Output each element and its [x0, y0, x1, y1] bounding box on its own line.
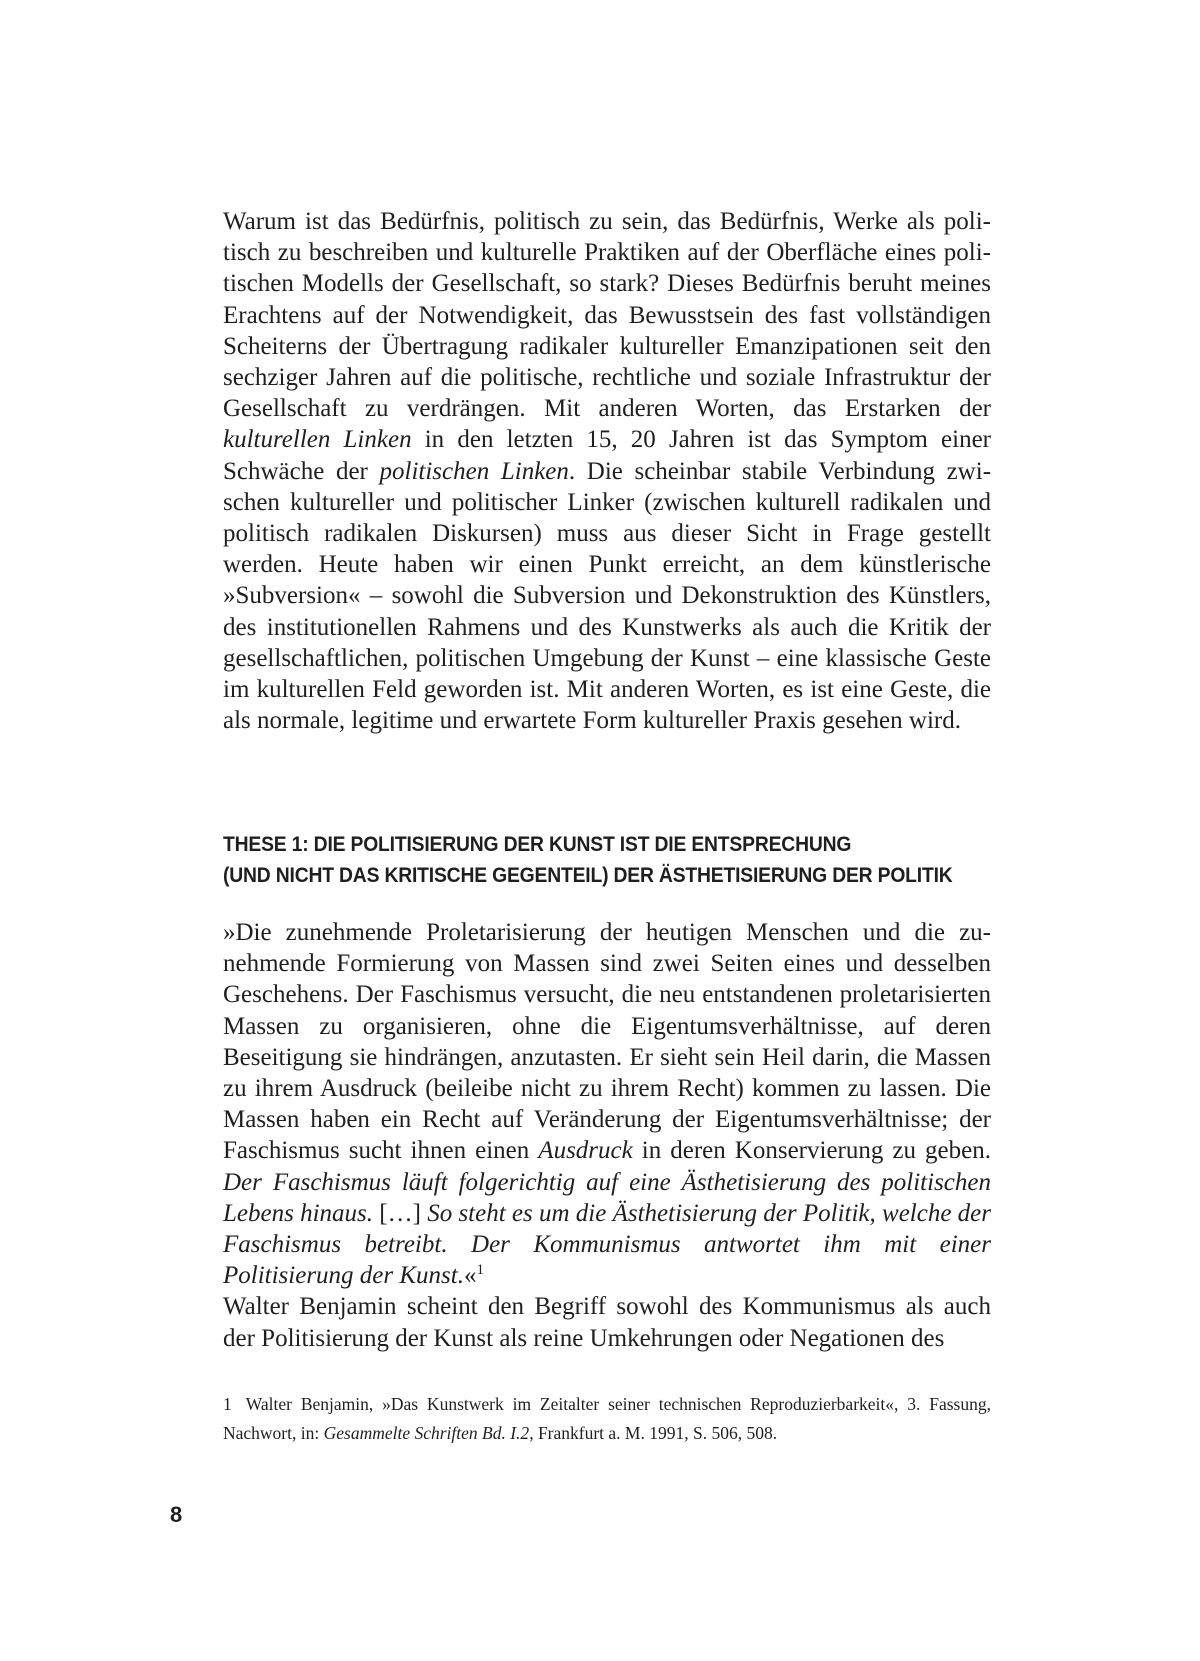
- intro-italic-political-left: politischen Linken: [379, 457, 569, 485]
- page-number: 8: [170, 1502, 183, 1527]
- footnote-text-part1: Walter Benjamin, »Das Kunstwerk im Zeitalter seiner technischen Reproduzierbarkeit«, 3. Fassung, Nachwort, in:: [223, 1394, 991, 1443]
- section-heading-line2: (UND NICHT DAS KRITISCHE GEGENTEIL) DER ÄSTHETISIERUNG DER POLITIK: [223, 864, 953, 887]
- quote-italic-faschismus: Der Faschismus läuft folgerichtig auf eine Ästhetisierung des politischen Lebens hinaus.: [223, 1168, 991, 1227]
- quote-italic-kommunismus: So steht es um die Ästhetisierung der Politik, welche der Faschismus betreibt. Der Kommunismus antwortet ihm mit einer Politisierung der Kunst.: [223, 1199, 992, 1290]
- footnote-number: 1: [223, 1394, 232, 1414]
- quote-text-part1: »Die zunehmende Proletarisierung der heutigen Menschen und die zunehmende Formierung von Massen sind zwei Seiten eines und desselben Geschehens. Der Faschismus versucht, die neu entstandenen proletarisierten Massen zu organisieren, ohne die Eigentumsverhältnisse, auf deren Beseitigung sie hindrängen, anzutasten. Er sieht sein Heil darin, die Massen zu ihrem Ausdruck (beileibe nicht zu ihrem Recht) kommen zu lassen. Die Massen haben ein Recht auf Veränderung der Eigentumsverhältnisse; der Faschismus sucht ihnen einen: [223, 919, 991, 1165]
- quote-text-part3: […]: [373, 1199, 428, 1227]
- intro-text-part2: in den letzten 15, 20 Jahren ist das Symptom einer Schwäche der: [223, 426, 991, 485]
- quote-italic-ausdruck: Ausdruck: [538, 1137, 633, 1165]
- body-paragraph-after-quote: Walter Benjamin scheint den Begriff sowohl des Kommunismus als auch der Politisierung der Kunst als reine Umkehrungen oder Negationen des: [223, 1293, 991, 1352]
- quote-block: [223, 917, 991, 1354]
- footnote-text-part2: , Frankfurt a. M. 1991, S. 506, 508.: [529, 1423, 778, 1443]
- footnote-italic-title: Gesammelte Schriften Bd. I.2: [323, 1423, 530, 1443]
- section-heading-line1: THESE 1: DIE POLITISIERUNG DER KUNST IST DIE ENTSPRECHUNG: [223, 833, 852, 856]
- footnote-reference[interactable]: 1: [476, 1262, 484, 1279]
- intro-text-part3: . Die scheinbar stabile Verbindung zwischen kultureller und politischer Linker (zwischen kulturell radikalen und politisch radikalen Diskursen) muss aus dieser Sicht in Frage gestellt werden. Heute haben wir einen Punkt erreicht, an dem künstlerische »Subversion« – sowohl die Subversion und Dekonstruktion des Künstlers, des institutionellen Rahmens und des Kunstwerks als auch die Kritik der gesellschaftlichen, politischen Umgebung der Kunst – eine klassische Geste im kulturellen Feld geworden ist. Mit anderen Worten, es ist eine Geste, die als normale, legitime und erwartete Form kultureller Praxis gesehen wird.: [223, 457, 992, 735]
- quote-closing-mark: «: [463, 1262, 477, 1290]
- body-paragraph-intro: [223, 206, 991, 736]
- section-heading: [223, 829, 996, 891]
- quote-text-part2: in deren Konservierung zu geben.: [632, 1137, 991, 1165]
- intro-italic-cultural-left: kulturellen Linken: [223, 426, 412, 454]
- benjamin-quote: [223, 917, 991, 1291]
- intro-text-part1: Warum ist das Bedürfnis, politisch zu sein, das Bedürfnis, Werke als politisch zu beschreiben und kulturelle Praktiken auf der Oberfläche eines politischen Modells der Gesellschaft, so stark? Dieses Bedürfnis beruht meines Erachtens auf der Notwendigkeit, das Bewusstsein des fast vollständigen Scheiterns der Übertragung radikaler kultureller Emanzipationen seit den sechziger Jahren auf die politische, rechtliche und soziale Infrastruktur der Gesellschaft zu verdrängen. Mit anderen Worten, das Erstarken der: [223, 208, 991, 423]
- footnote: [223, 1390, 991, 1448]
